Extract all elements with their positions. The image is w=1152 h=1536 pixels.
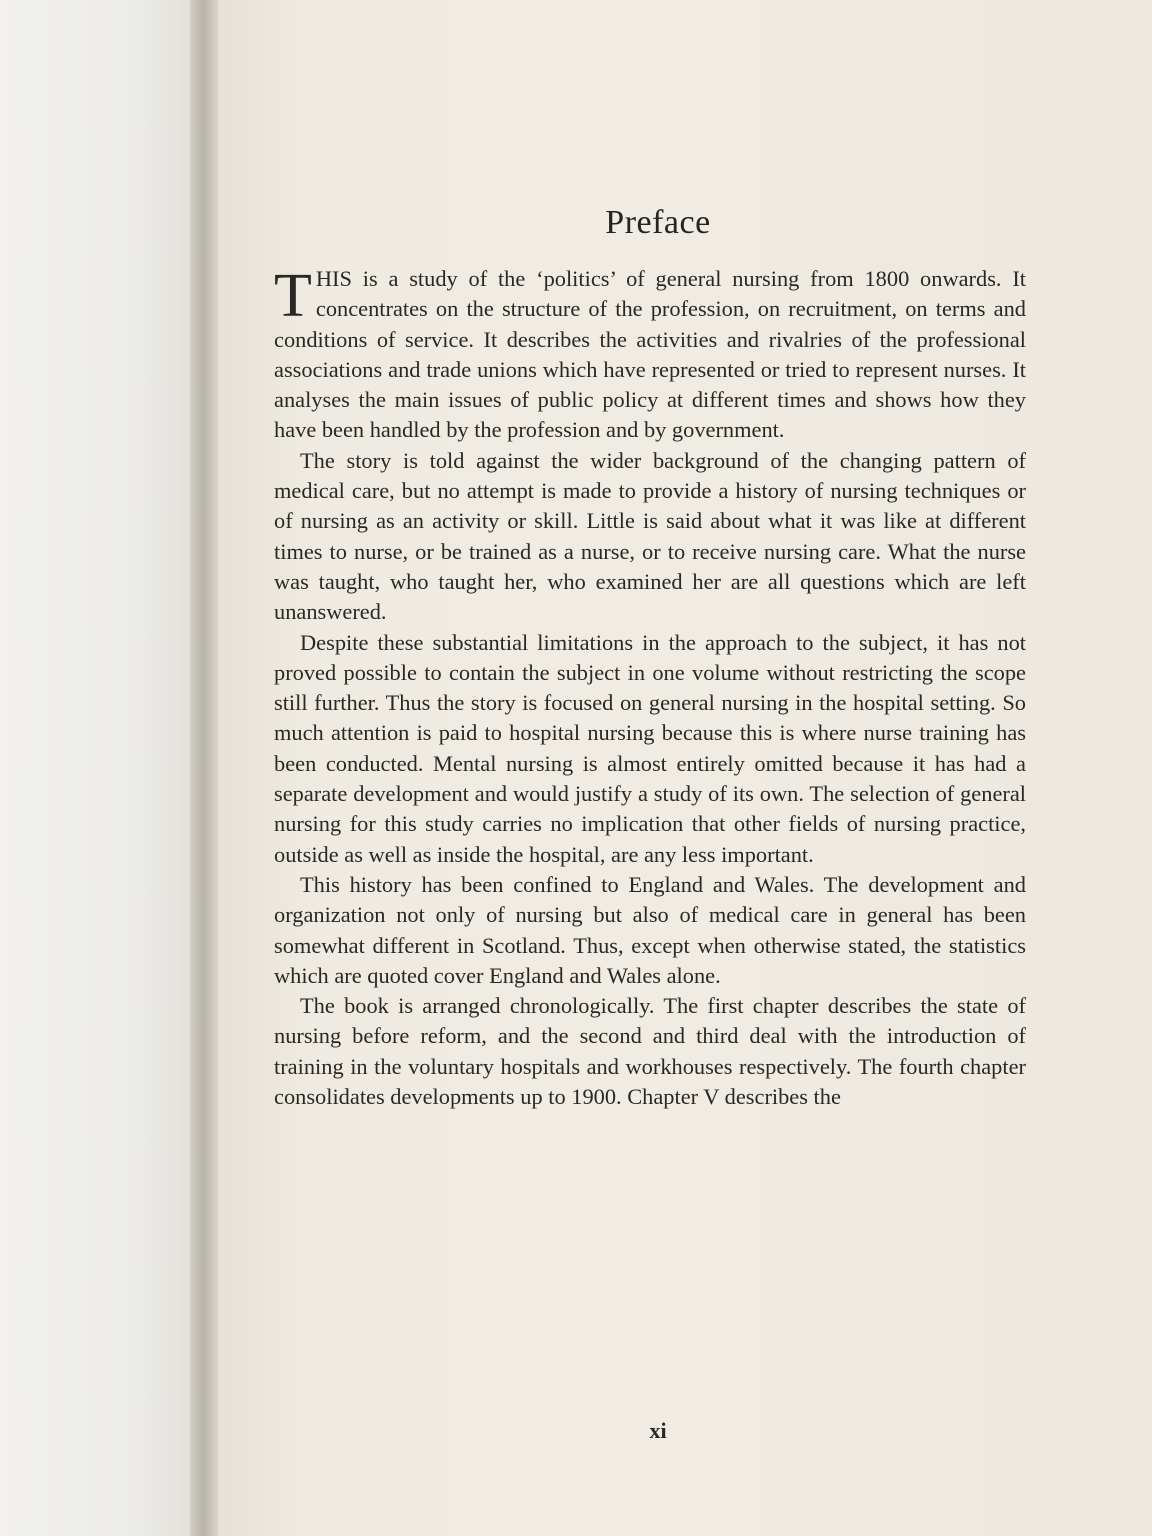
- paragraph-1: [274, 264, 1026, 446]
- paragraph-2: The story is told against the wider background of the changing pattern of medical care, but no attempt is made to provide a history of nursing techniques or of nursing as an activity or skill. Little is said about what it was like at different times to nurse, or be trained as a nurse, or to receive nursing care. What the nurse was taught, who taught her, who examined her are all questions which are left unanswered.: [274, 447, 1026, 625]
- drop-cap: T: [274, 262, 312, 330]
- page-title: Preface: [605, 204, 711, 241]
- paragraph-4: This history has been confined to England and Wales. The development and organization not only of nursing but also of medical care in general has been somewhat different in Scotland. Thus, except when otherwise stated, the statistics which are quoted cover England and Wales alone.: [274, 871, 1026, 988]
- paragraph-5: The book is arranged chronologically. The first chapter describes the state of nursing before reform, and the second and third deal with the introduction of training in the voluntary hospitals and workhouses respectively. The fourth chapter consolidates developments up to 1900. Chapter V describes the: [274, 993, 1026, 1110]
- facing-page: [0, 0, 196, 1536]
- page-number: xi: [649, 1418, 667, 1443]
- body-text: [274, 264, 1026, 1112]
- paragraph-3: Despite these substantial limitations in the approach to the subject, it has not proved possible to contain the subject in one volume without restricting the scope still further. Thus the story is focused on general nursing in the hospital setting. So much attention is paid to hospital nursing because this is where nurse training has been conducted. Mental nursing is almost entirely omitted because it has had a separate development and would justify a study of its own. The selection of general nursing for this study carries no implication that other fields of nursing practice, outside as well as inside the hospital, are any less important.: [274, 629, 1026, 867]
- paragraph-1-text: HIS is a study of the ‘politics’ of general nursing from 1800 onwards. It concentrates on the structure of the profession, on recruitment, on terms and conditions of service. It describes the activities and rivalries of the professional associations and trade unions which have represented or tried to represent nurses. It analyses the main issues of public policy at different times and shows how they have been handled by the profession and by government.: [274, 266, 1026, 443]
